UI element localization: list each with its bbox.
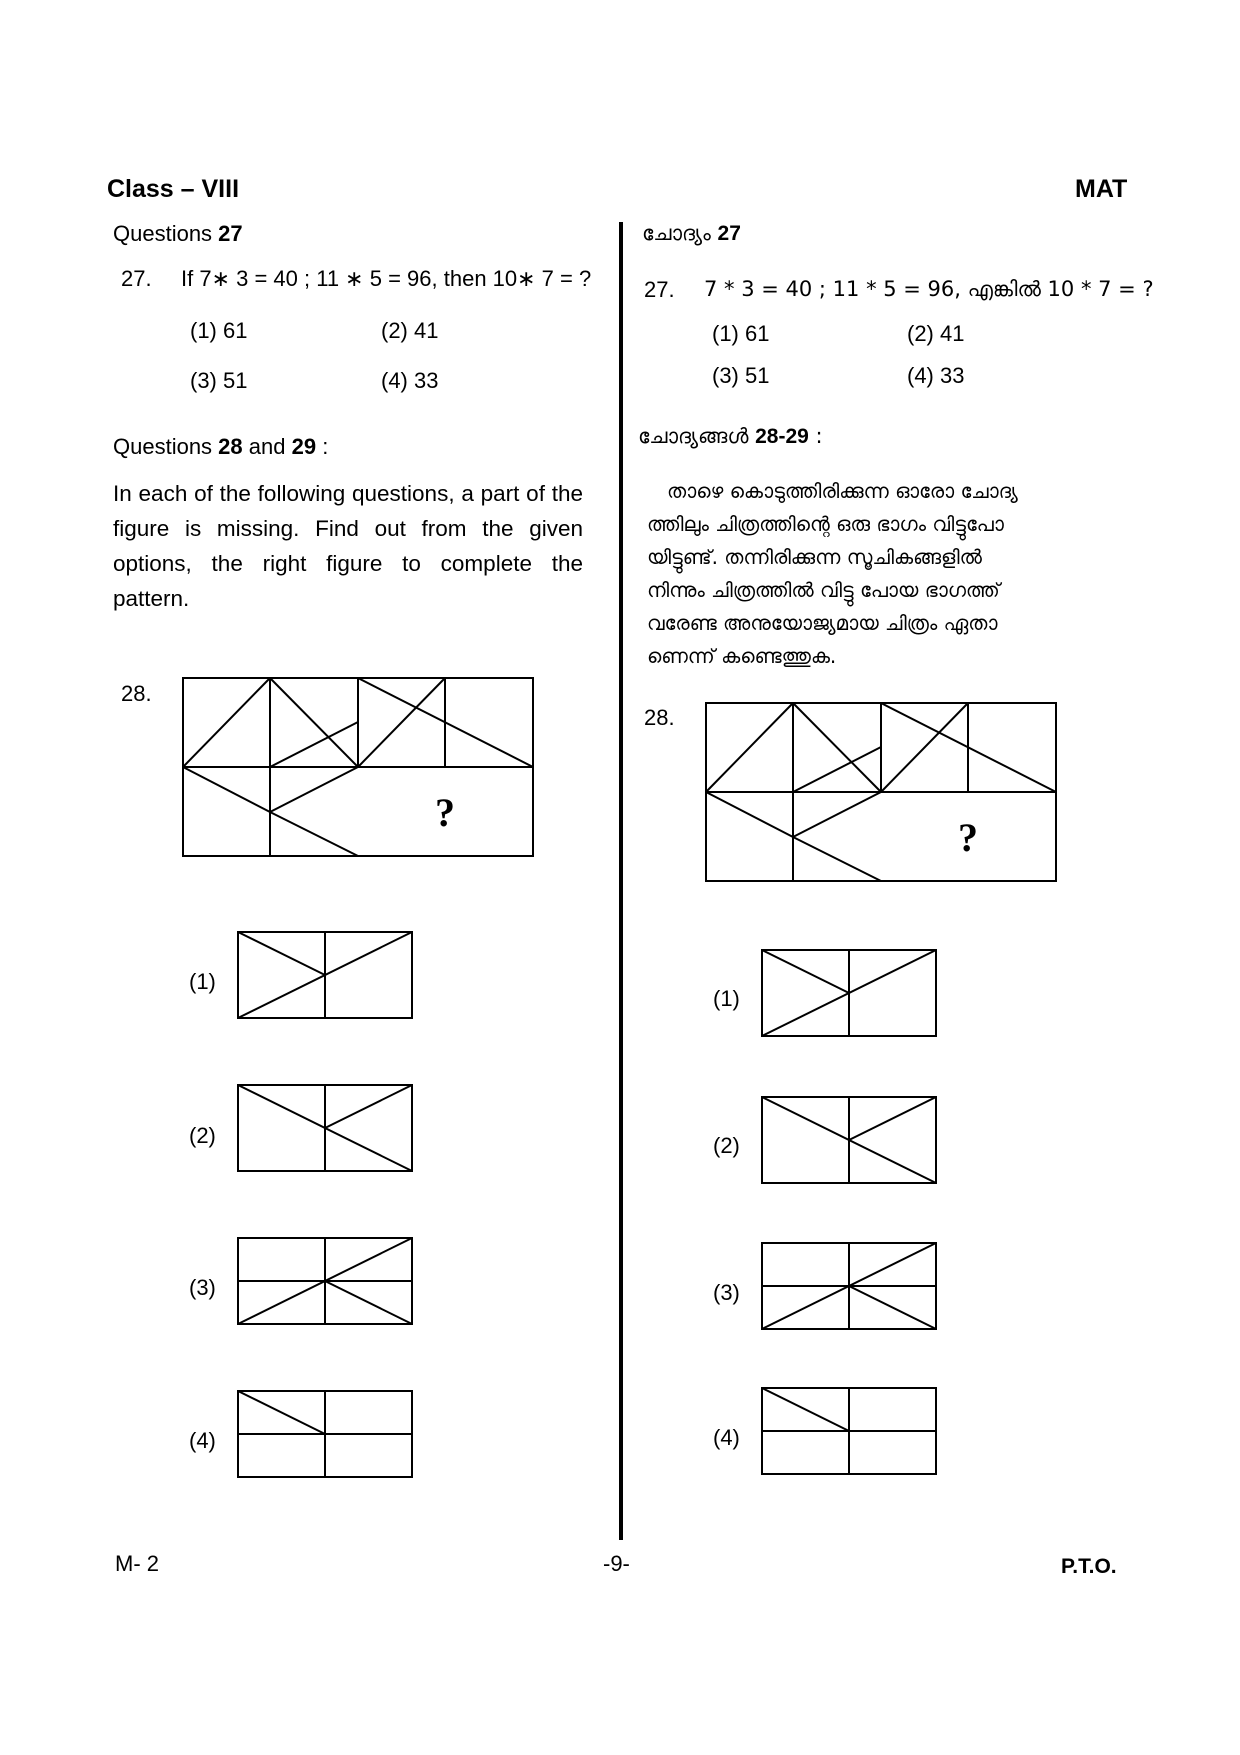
q28-option-1-label: (1): [189, 969, 216, 994]
q28-29-instruction: In each of the following questions, a part of the figure is missing. Find out from the given options, the right figure to complete the pattern.: [113, 481, 583, 611]
page-number: -9-: [603, 1551, 630, 1576]
instruction-line-4: നിന്നും ചിത്രത്തിൽ വിട്ടു പോയ ഭാഗത്ത്: [647, 578, 1000, 602]
q28-option-4-label-ml: (4): [713, 1425, 740, 1450]
q28-option-2-figure-ml[interactable]: [762, 1097, 938, 1185]
q27-option-2-ml: (2) 41: [907, 321, 965, 346]
q27-option-4: (4) 33: [381, 368, 439, 393]
q28-option-4-figure[interactable]: [238, 1391, 414, 1479]
q28-option-1-label-ml: (1): [713, 986, 740, 1011]
q27-option-3: (3) 51: [190, 368, 248, 393]
q27-number: 27.: [121, 266, 152, 291]
q28-option-4-label: (4): [189, 1428, 216, 1453]
q28-number-ml: 28.: [644, 705, 675, 730]
q28-29-instruction-ml: [647, 475, 1122, 673]
instruction-line-3: യിട്ടുണ്ട്. തന്നിരിക്കുന്ന സൂചികങ്ങളിൽ: [647, 545, 982, 569]
instruction-line-6: ണെന്ന് കണ്ടെത്തുക.: [647, 644, 837, 668]
column-divider: [619, 222, 623, 1540]
q28-option-3-label: (3): [189, 1275, 216, 1300]
q27-heading-ml: ചോദ്യം 27: [642, 221, 741, 245]
q27-option-2: (2) 41: [381, 318, 439, 343]
q27-heading: Questions 27: [113, 221, 243, 246]
q27-option-3-ml: (3) 51: [712, 363, 770, 388]
q27-option-4-ml: (4) 33: [907, 363, 965, 388]
footer-code: M- 2: [115, 1551, 159, 1576]
q27-question: If 7∗ 3 = 40 ; 11 ∗ 5 = 96, then 10∗ 7 = ?: [181, 266, 592, 291]
instruction-line-1: താഴെ കൊടുത്തിരിക്കുന്ന ഓരോ ചോദ്യ: [667, 479, 1018, 503]
pto-label: P.T.O.: [1061, 1555, 1117, 1578]
q27-question-ml: 7 * 3 = 40 ; 11 * 5 = 96, എങ്കിൽ 10 * 7 = ?: [704, 277, 1154, 301]
instruction-line-5: വരേണ്ട അനുയോജ്യമായ ചിത്രം ഏതാ: [647, 611, 998, 635]
missing-part-marker: ?: [435, 790, 455, 835]
q28-main-figure-ml: [706, 703, 1058, 883]
q28-option-2-label: (2): [189, 1123, 216, 1148]
class-label: Class – VIII: [107, 175, 240, 203]
q28-option-3-figure-ml[interactable]: [762, 1243, 938, 1331]
instruction-line-2: ത്തിലും ചിത്രത്തിന്റെ ഒരു ഭാഗം വിട്ടുപോ: [647, 512, 1004, 536]
q28-main-figure: [183, 678, 533, 858]
q28-option-1-figure[interactable]: [238, 932, 414, 1020]
q27-number-ml: 27.: [644, 277, 675, 302]
q28-29-heading: Questions 28 and 29 :: [113, 434, 329, 459]
subject-label: MAT: [1075, 175, 1128, 203]
q28-option-3-figure[interactable]: [238, 1238, 414, 1326]
q28-option-3-label-ml: (3): [713, 1280, 740, 1305]
q28-option-2-figure[interactable]: [238, 1085, 414, 1173]
q28-option-1-figure-ml[interactable]: [762, 950, 938, 1038]
q28-option-2-label-ml: (2): [713, 1133, 740, 1158]
q27-option-1: (1) 61: [190, 318, 248, 343]
q28-number: 28.: [121, 681, 152, 706]
q28-29-heading-ml: ചോദ്യങ്ങൾ 28-29 :: [638, 424, 823, 448]
q28-option-4-figure-ml[interactable]: [762, 1388, 938, 1476]
missing-part-marker-ml: ?: [958, 815, 978, 860]
q27-option-1-ml: (1) 61: [712, 321, 770, 346]
